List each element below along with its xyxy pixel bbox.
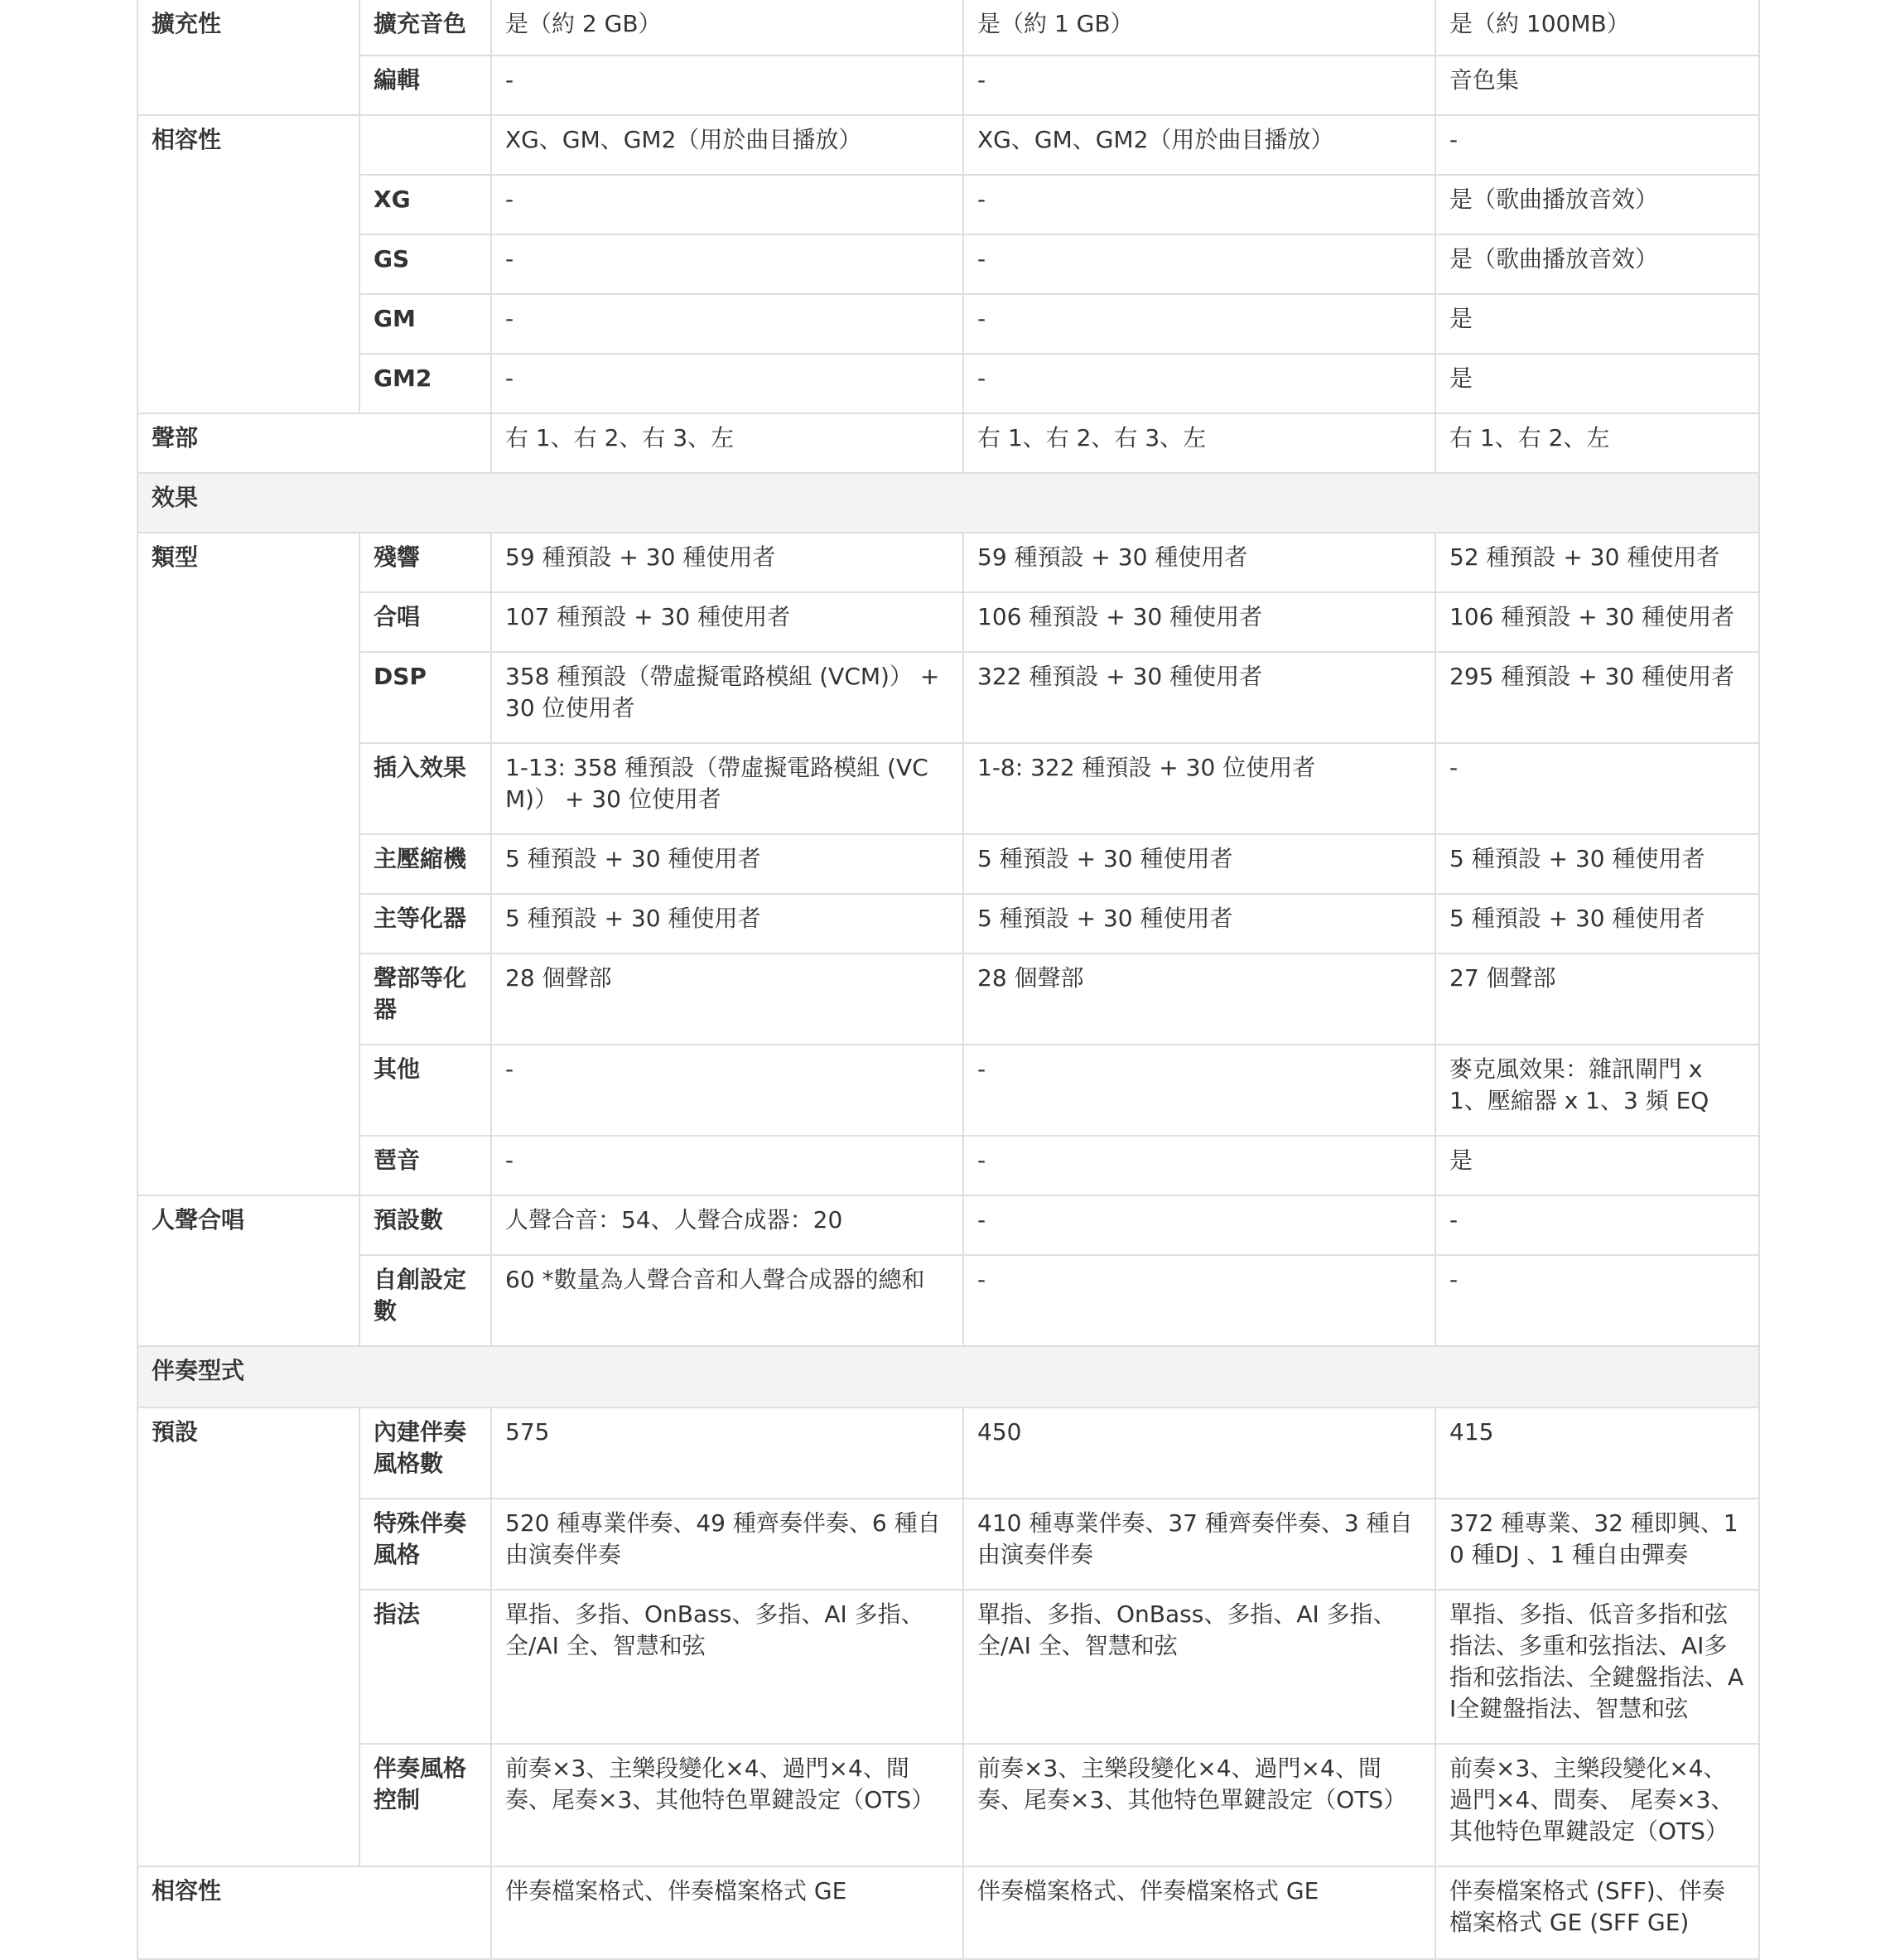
value-cell: - [1435, 743, 1759, 834]
value-cell: - [963, 1255, 1435, 1346]
value-cell: 107 種預設 + 30 種使用者 [491, 592, 963, 652]
value-cell: 575 [491, 1407, 963, 1499]
value-cell: - [1435, 1195, 1759, 1255]
value-cell: 5 種預設 + 30 種使用者 [491, 894, 963, 953]
row-label: 自創設定數 [359, 1255, 491, 1346]
value-cell: 是（歌曲播放音效） [1435, 234, 1759, 294]
value-cell: 1-8: 322 種預設 + 30 位使用者 [963, 743, 1435, 834]
value-cell: 右 1、右 2、右 3、左 [491, 413, 963, 473]
table-row [137, 953, 1759, 1045]
row-label: 指法 [359, 1590, 491, 1744]
value-cell: 是（歌曲播放音效） [1435, 175, 1759, 234]
value-cell: 358 種預設（帶虛擬電路模組 (VCM)） + 30 位使用者 [491, 652, 963, 743]
spec-table-continued [137, 1195, 1760, 1960]
value-cell: - [963, 1195, 1435, 1255]
group-label: 聲部 [137, 413, 491, 473]
row-label: 主壓縮機 [359, 834, 491, 894]
value-cell: 伴奏檔案格式、伴奏檔案格式 GE [491, 1866, 963, 1959]
table-row [137, 1255, 1759, 1346]
table-row [137, 234, 1759, 294]
value-cell: 59 種預設 + 30 種使用者 [491, 533, 963, 592]
value-cell: XG、GM、GM2（用於曲目播放） [491, 115, 963, 175]
table-row [137, 1866, 1759, 1959]
value-cell: 60 *數量為人聲合音和人聲合成器的總和 [491, 1255, 963, 1346]
value-cell: 是（約 2 GB） [491, 0, 963, 56]
value-cell: 295 種預設 + 30 種使用者 [1435, 652, 1759, 743]
value-cell: 音色集 [1435, 56, 1759, 115]
group-label: 類型 [137, 533, 359, 1195]
value-cell: - [491, 1136, 963, 1195]
value-cell: XG、GM、GM2（用於曲目播放） [963, 115, 1435, 175]
value-cell: - [491, 294, 963, 354]
row-label: 其他 [359, 1045, 491, 1136]
table-row [137, 1195, 1759, 1255]
value-cell: 52 種預設 + 30 種使用者 [1435, 533, 1759, 592]
value-cell: - [963, 354, 1435, 413]
row-label: XG [359, 175, 491, 234]
row-label: 插入效果 [359, 743, 491, 834]
table-row [137, 894, 1759, 953]
table-row [137, 294, 1759, 354]
group-label: 擴充性 [137, 0, 359, 115]
table-row [137, 175, 1759, 234]
table-row [137, 1590, 1759, 1744]
value-cell: 是 [1435, 1136, 1759, 1195]
group-label: 相容性 [137, 1866, 491, 1959]
value-cell: 5 種預設 + 30 種使用者 [491, 834, 963, 894]
table-row [137, 413, 1759, 473]
row-label: 預設數 [359, 1195, 491, 1255]
value-cell: - [491, 56, 963, 115]
value-cell: 27 個聲部 [1435, 953, 1759, 1045]
section-row [137, 473, 1759, 533]
value-cell: 410 種專業伴奏、37 種齊奏伴奏、3 種自由演奏伴奏 [963, 1499, 1435, 1590]
table-row [137, 115, 1759, 175]
row-label: 主等化器 [359, 894, 491, 953]
table-row [137, 1499, 1759, 1590]
value-cell: - [491, 1045, 963, 1136]
value-cell: 右 1、右 2、右 3、左 [963, 413, 1435, 473]
value-cell: - [963, 1045, 1435, 1136]
value-cell: 106 種預設 + 30 種使用者 [963, 592, 1435, 652]
value-cell: - [491, 234, 963, 294]
value-cell: 322 種預設 + 30 種使用者 [963, 652, 1435, 743]
section-title: 效果 [137, 473, 1759, 533]
value-cell: 5 種預設 + 30 種使用者 [963, 834, 1435, 894]
value-cell: - [491, 354, 963, 413]
table-row [137, 592, 1759, 652]
row-label: 聲部等化器 [359, 953, 491, 1045]
row-label: 伴奏風格控制 [359, 1744, 491, 1866]
row-label: GS [359, 234, 491, 294]
value-cell: - [963, 234, 1435, 294]
value-cell: 前奏×3、主樂段變化×4、過門×4、間奏、 尾奏×3、其他特色單鍵設定（OTS） [1435, 1744, 1759, 1866]
value-cell: 右 1、右 2、左 [1435, 413, 1759, 473]
value-cell: 5 種預設 + 30 種使用者 [1435, 894, 1759, 953]
row-label: 琶音 [359, 1136, 491, 1195]
value-cell: 伴奏檔案格式、伴奏檔案格式 GE [963, 1866, 1435, 1959]
row-label: GM [359, 294, 491, 354]
value-cell: 520 種專業伴奏、49 種齊奏伴奏、6 種自由演奏伴奏 [491, 1499, 963, 1590]
row-label: GM2 [359, 354, 491, 413]
table-row [137, 0, 1759, 56]
value-cell: - [963, 175, 1435, 234]
value-cell: 5 種預設 + 30 種使用者 [963, 894, 1435, 953]
value-cell: 前奏×3、主樂段變化×4、過門×4、間奏、尾奏×3、其他特色單鍵設定（OTS） [491, 1744, 963, 1866]
group-label: 人聲合唱 [137, 1195, 359, 1346]
value-cell: - [963, 56, 1435, 115]
table-row [137, 1407, 1759, 1499]
group-label: 預設 [137, 1407, 359, 1866]
row-label: 編輯 [359, 56, 491, 115]
value-cell: - [963, 294, 1435, 354]
value-cell: 450 [963, 1407, 1435, 1499]
row-label: 擴充音色 [359, 0, 491, 56]
table-row [137, 533, 1759, 592]
value-cell: - [963, 1136, 1435, 1195]
value-cell: 麥克風效果：雜訊閘門 x 1、壓縮器 x 1、3 頻 EQ [1435, 1045, 1759, 1136]
table-row [137, 1744, 1759, 1866]
value-cell: 伴奏檔案格式 (SFF)、伴奏檔案格式 GE (SFF GE) [1435, 1866, 1759, 1959]
row-label: 內建伴奏風格數 [359, 1407, 491, 1499]
value-cell: 單指、多指、OnBass、多指、AI 多指、全/AI 全、智慧和弦 [963, 1590, 1435, 1744]
value-cell: 28 個聲部 [491, 953, 963, 1045]
value-cell: - [1435, 115, 1759, 175]
value-cell: 106 種預設 + 30 種使用者 [1435, 592, 1759, 652]
row-label: 合唱 [359, 592, 491, 652]
value-cell: 是（約 100MB） [1435, 0, 1759, 56]
table-row [137, 354, 1759, 413]
value-cell: 前奏×3、主樂段變化×4、過門×4、間奏、尾奏×3、其他特色單鍵設定（OTS） [963, 1744, 1435, 1866]
value-cell: - [1435, 1255, 1759, 1346]
value-cell: 5 種預設 + 30 種使用者 [1435, 834, 1759, 894]
value-cell: 59 種預設 + 30 種使用者 [963, 533, 1435, 592]
spec-table [137, 0, 1760, 1196]
row-label: 殘響 [359, 533, 491, 592]
table-row [137, 1045, 1759, 1136]
value-cell: 415 [1435, 1407, 1759, 1499]
value-cell: 是 [1435, 294, 1759, 354]
table-row [137, 743, 1759, 834]
value-cell: 28 個聲部 [963, 953, 1435, 1045]
value-cell: 372 種專業、32 種即興、10 種DJ 、1 種自由彈奏 [1435, 1499, 1759, 1590]
value-cell: 單指、多指、低音多指和弦指法、多重和弦指法、AI多指和弦指法、全鍵盤指法、AI全鍵盤指法、智慧和弦 [1435, 1590, 1759, 1744]
table-row [137, 56, 1759, 115]
section-row [137, 1346, 1759, 1407]
value-cell: 是（約 1 GB） [963, 0, 1435, 56]
group-label: 相容性 [137, 115, 359, 413]
row-label: DSP [359, 652, 491, 743]
value-cell: 人聲合音：54、人聲合成器：20 [491, 1195, 963, 1255]
value-cell: 單指、多指、OnBass、多指、AI 多指、全/AI 全、智慧和弦 [491, 1590, 963, 1744]
value-cell: 1-13: 358 種預設（帶虛擬電路模組 (VCM)） + 30 位使用者 [491, 743, 963, 834]
table-row [137, 834, 1759, 894]
value-cell: - [491, 175, 963, 234]
row-label: 特殊伴奏風格 [359, 1499, 491, 1590]
table-row [137, 1136, 1759, 1195]
table-row [137, 652, 1759, 743]
row-label [359, 115, 491, 175]
value-cell: 是 [1435, 354, 1759, 413]
section-title: 伴奏型式 [137, 1346, 1759, 1407]
